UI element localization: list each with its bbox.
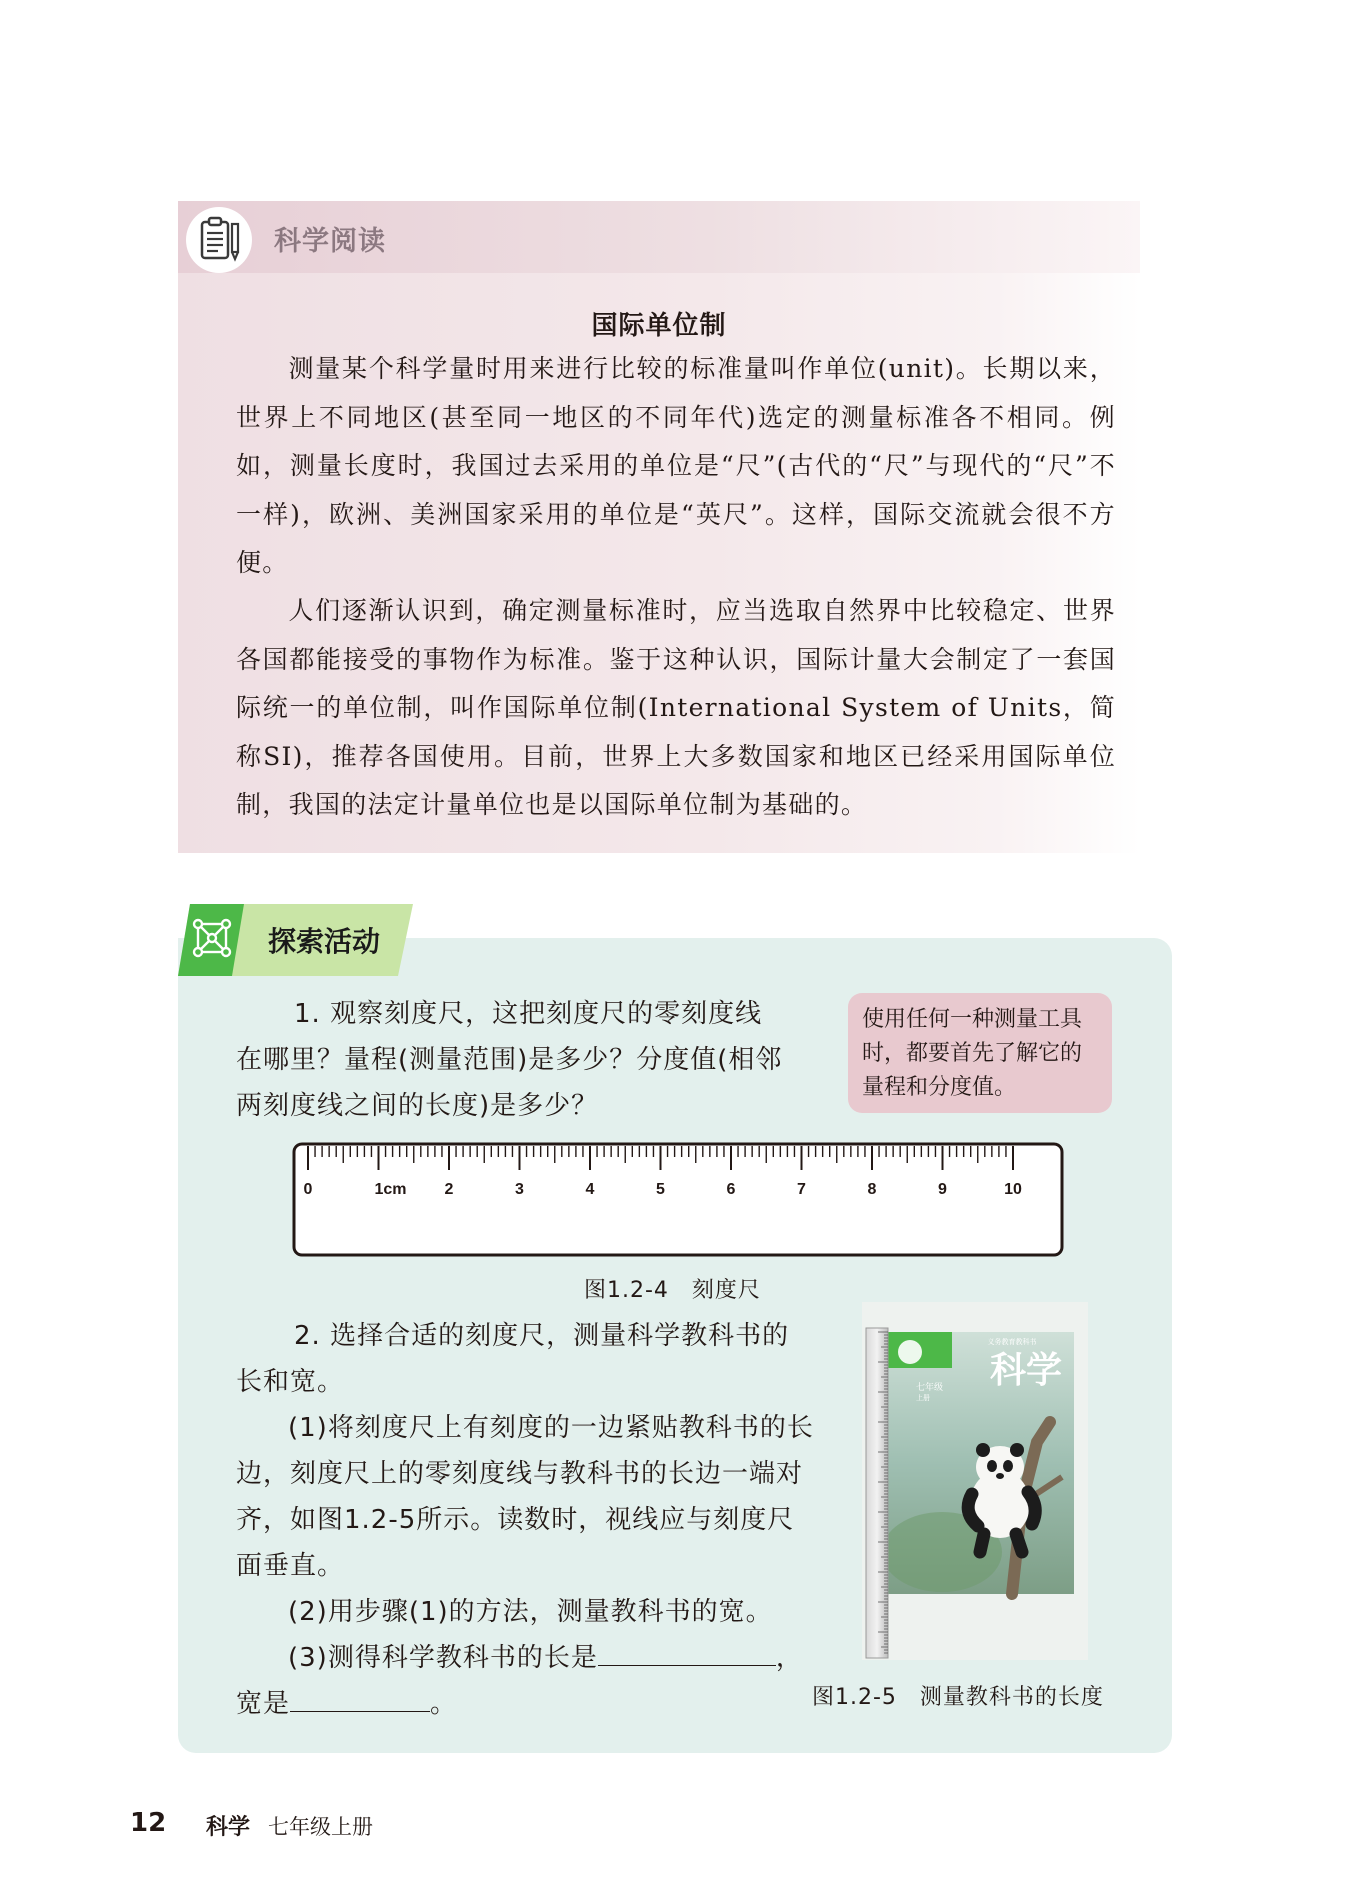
ruler-label: 9 xyxy=(938,1181,947,1198)
photo-caption: 图1.2-5 测量教科书的长度 xyxy=(812,1685,1104,1710)
steel-ruler xyxy=(866,1328,888,1658)
length-answer-blank[interactable] xyxy=(598,1637,776,1666)
footer-subject: 科学 xyxy=(206,1815,251,1840)
book-title-text: 科学 xyxy=(989,1350,1063,1391)
step-3 xyxy=(236,1635,836,1727)
book-series-text: 义务教育教科书 xyxy=(987,1338,1037,1346)
ruler-label: 1cm xyxy=(374,1181,407,1198)
step-1: (1)将刻度尺上有刻度的一边紧贴教科书的长边，刻度尺上的零刻度线与教科书的长边一端对齐，如图1.2-5所示。读数时，视线应与刻度尺面垂直。 xyxy=(236,1413,814,1581)
page-number: 12 xyxy=(130,1808,167,1838)
ruler-label: 8 xyxy=(867,1181,877,1198)
ruler-label: 0 xyxy=(303,1181,313,1198)
step-3-text-a: (3)测得科学教科书的长是 xyxy=(288,1643,598,1673)
ruler-label: 2 xyxy=(444,1181,454,1198)
step-3-text-d: 。 xyxy=(430,1689,458,1719)
reading-paragraph-1-text: 测量某个科学量时用来进行比较的标准量叫作单位(unit)。长期以来，世界上不同地区(甚至同一地区的不同年代)选定的测量标准各不相同。例如，测量长度时，我国过去采用的单位是“尺”(古代的“尺”与现代的“尺”不一样)，欧洲、美洲国家采用的单位是“英尺”。这样，国际交流就会很不方便。 xyxy=(236,354,1116,577)
step-3-text-b: ， xyxy=(775,1643,803,1673)
science-reading-title: 科学阅读 xyxy=(274,226,386,257)
ruler-label: 7 xyxy=(797,1181,806,1198)
reading-paragraph-1 xyxy=(236,345,1116,588)
science-reading-box xyxy=(178,201,1140,853)
width-answer-blank[interactable] xyxy=(290,1683,430,1712)
footer-grade: 七年级上册 xyxy=(268,1815,373,1839)
step-3-text-c: 宽是 xyxy=(236,1689,291,1719)
ruler-label: 4 xyxy=(585,1181,595,1198)
ruler-label: 10 xyxy=(1004,1181,1022,1198)
reading-paragraph-2 xyxy=(236,587,1116,830)
clipboard-pencil-icon xyxy=(186,207,252,273)
ruler-figure xyxy=(292,1142,1064,1257)
ruler-caption: 图1.2-4 刻度尺 xyxy=(584,1278,761,1303)
reading-paragraph-2-text: 人们逐渐认识到，确定测量标准时，应当选取自然界中比较稳定、世界各国都能接受的事物作为标准。鉴于这种认识，国际计量大会制定了一套国际统一的单位制，叫作国际单位制(International System of Units，简称SI)，推荐各国使用。目前，世界上大多数国家和地区已经采用国际单位制，我国的法定计量单位也是以国际单位制为基础的。 xyxy=(236,596,1116,819)
ruler-label: 3 xyxy=(515,1181,524,1198)
ruler-label: 5 xyxy=(656,1181,665,1198)
tip-note: 使用任何一种测量工具时，都要首先了解它的量程和分度值。 xyxy=(848,993,1112,1113)
book-grade-text: 七年级 xyxy=(916,1383,944,1393)
question-2: 2. 选择合适的刻度尺，测量科学教科书的长和宽。 xyxy=(236,1321,790,1397)
step-2: (2)用步骤(1)的方法，测量教科书的宽。 xyxy=(288,1597,773,1627)
explore-activity-title: 探索活动 xyxy=(268,925,381,958)
article-title: 国际单位制 xyxy=(591,311,727,341)
question-1: 1. 观察刻度尺，这把刻度尺的零刻度线在哪里？量程(测量范围)是多少？分度值(相邻两刻度线之间的长度)是多少？ xyxy=(236,999,783,1121)
ruler-label: 6 xyxy=(726,1181,736,1198)
textbook-measurement-photo xyxy=(862,1302,1088,1660)
book-volume-text: 上册 xyxy=(916,1394,930,1402)
